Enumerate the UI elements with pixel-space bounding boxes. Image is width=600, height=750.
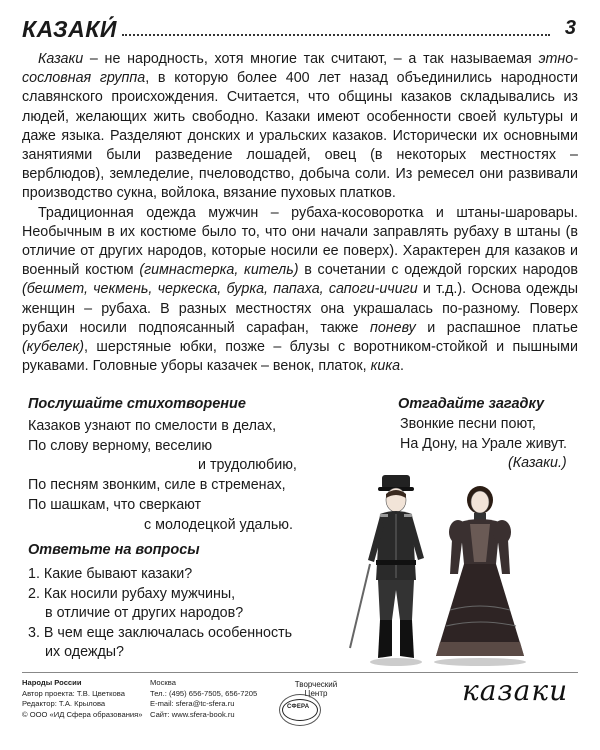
- footer-author: Автор проекта: Т.В. Цветкова: [22, 688, 125, 698]
- italic-term: (кубелек): [22, 339, 85, 356]
- intro-paragraph-1: [22, 50, 578, 204]
- italic-term: Казаки: [38, 51, 84, 67]
- page-number: 3: [564, 17, 576, 39]
- text-run: Традиционная одежда мужчин – рубаха-косоворотка и штаны-шаровары. Необычным в их костюме было то, что они начали заправлять рубаху в штаны (в отличие от других народов, которые носили ее поверх). Характерен для казаков и военный костюм: [22, 204, 578, 279]
- handwritten-word: казаки: [462, 674, 569, 707]
- text-run: .: [400, 358, 405, 375]
- page-title: КАЗАКИ́: [22, 16, 117, 42]
- poem-line: По слову верному, веселию: [28, 437, 213, 454]
- question-item: 2. Как носили рубаху мужчины,: [28, 585, 236, 602]
- footer-site: Сайт: www.sfera-book.ru: [150, 709, 235, 719]
- publisher-logo: [282, 699, 318, 721]
- text-run: , в которую более 400 лет назад объединились народности славянского происхождения. Считается, что общины казаков складывались из людей, желающих жить свободно. Казаки имеют особенности своей культуры и даже языка. Разделяют донских и уральских казаков. Исторически их основными занятиями были разведение лошадей, овец (в некоторых местностях – верблюдов), земледелие, пчеловодство, добыча соли. Из ремесел они развивали производство сукна, войлока, вязание пуховых платков.: [22, 70, 578, 202]
- cossack-couple-illustration: [320, 470, 580, 675]
- riddle-heading: Отгадайте загадку: [398, 396, 545, 412]
- title-dot-leader: [122, 34, 550, 36]
- poem-line: По шашкам, что сверкают: [28, 496, 202, 513]
- riddle: [400, 415, 580, 474]
- question-item-cont: в отличие от других народов?: [45, 605, 244, 621]
- footer-phone: Тел.: (495) 656-7505, 656-7205: [150, 688, 258, 698]
- footer-copyright: © ООО «ИД Сфера образования»: [22, 709, 143, 719]
- cossack-man-figure: [350, 475, 424, 666]
- text-run: и т.д.). Основа одежды женщин – рубаха. В разных местностях она украшалась по-разному. Поверх рубахи носили подпоясанный сарафан, также: [22, 281, 579, 336]
- italic-term: (бешмет, чекмень, черкеска, бурка, папаха, сапоги-ичиги: [22, 281, 418, 298]
- poem-line: с молодецкой удалью.: [144, 516, 293, 533]
- text-run: и распашное платье: [415, 319, 579, 336]
- intro-text: [22, 50, 578, 376]
- italic-term: поневу: [369, 319, 416, 336]
- italic-term: кика: [370, 358, 401, 375]
- italic-term: этносословная группа: [22, 51, 578, 87]
- footer-editor: Редактор: Т.А. Крылова: [22, 699, 106, 709]
- footer-contacts: [150, 678, 257, 720]
- text-run: в сочетании с одеждой горских народов: [298, 262, 578, 279]
- publisher-logo-caption: Творческий Центр: [294, 680, 338, 698]
- questions-list: [28, 565, 358, 663]
- footer-email: E-mail: sfera@tc-sfera.ru: [150, 699, 235, 709]
- poem-heading: Послушайте стихотворение: [28, 396, 246, 412]
- question-item: 1. Какие бывают казаки?: [28, 566, 193, 582]
- footer-separator: [22, 672, 578, 673]
- poem-line: По песням звонким, силе в стременах,: [28, 477, 286, 494]
- cossack-woman-figure: [434, 486, 526, 666]
- questions-heading: Ответьте на вопросы: [28, 542, 200, 558]
- riddle-line: На Дону, на Урале живут.: [400, 435, 567, 452]
- page-header: [22, 16, 576, 46]
- poem-line: и трудолюбию,: [198, 457, 297, 474]
- poem-line: Казаков узнают по смелости в делах,: [28, 418, 277, 434]
- publisher-logo-word: СФЕРА: [287, 704, 310, 710]
- footer-series: Народы России: [22, 678, 82, 687]
- riddle-answer: (Казаки.): [508, 455, 567, 472]
- text-run: – не народность, хотя многие так считают, – а так называемая: [83, 51, 539, 67]
- footer-credits: [22, 678, 142, 720]
- riddle-line: Звонкие песни поют,: [400, 416, 536, 432]
- italic-term: (гимнастерка, китель): [139, 262, 299, 279]
- footer-city: Москва: [150, 678, 176, 687]
- question-item: 3. В чем еще заключалась особенность: [28, 624, 293, 641]
- poem: [28, 417, 304, 535]
- text-run: , шерстяные юбки, позже – блузы с воротником-стойкой и пышными рукавами. Головные уборы казачек – венок, платок,: [22, 339, 578, 375]
- intro-paragraph-2: [22, 204, 578, 377]
- question-item-cont: их одежды?: [45, 644, 125, 660]
